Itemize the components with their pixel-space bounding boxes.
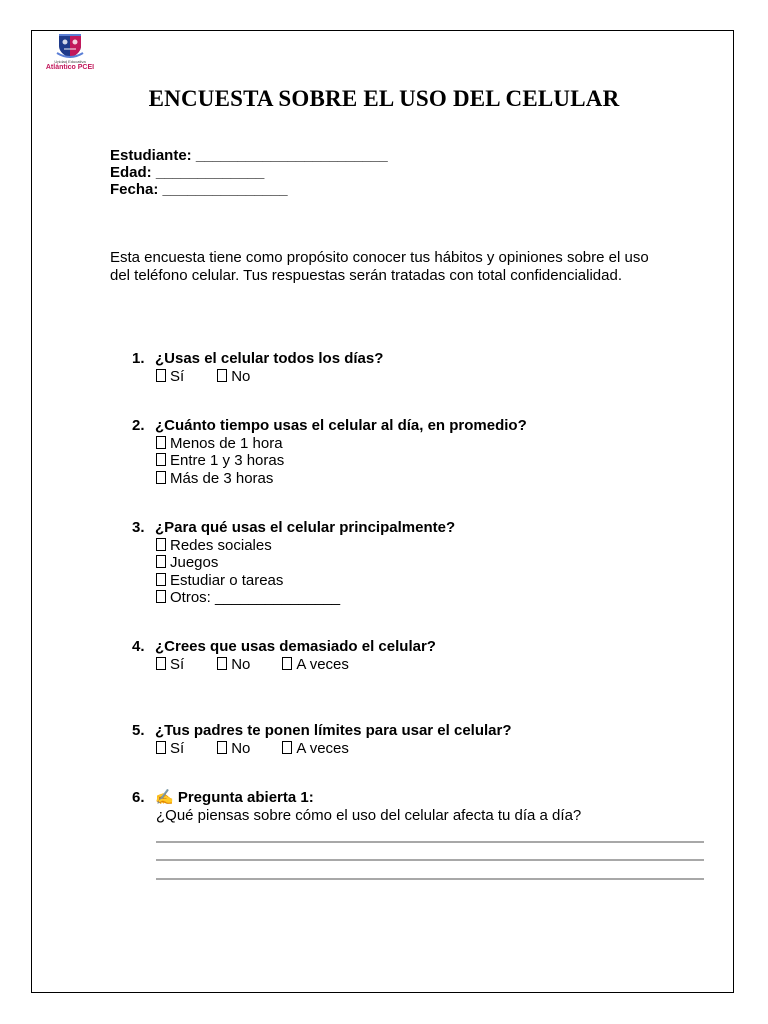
question-title: ¿Cuánto tiempo usas el celular al día, en promedio? (155, 417, 527, 434)
option-juegos[interactable]: Juegos (156, 554, 340, 572)
question-number: 3. (132, 519, 145, 536)
question-title: ¿Usas el celular todos los días? (155, 350, 384, 367)
option-a-veces[interactable]: A veces (282, 740, 349, 758)
answer-line-1[interactable] (156, 841, 704, 843)
option-menos-1-hora[interactable]: Menos de 1 hora (156, 435, 284, 453)
option-si[interactable]: Sí (156, 740, 184, 758)
checkbox-icon (282, 657, 292, 670)
question-title: ✍ Pregunta abierta 1: (155, 789, 314, 806)
logo-school-name: Atlántico PCEI (45, 64, 95, 71)
checkbox-icon (156, 741, 166, 754)
shield-icon (56, 33, 84, 59)
checkbox-icon (156, 369, 166, 382)
checkbox-icon (156, 657, 166, 670)
logo-caption: Unidad Educativa (54, 59, 86, 64)
option-si[interactable]: Sí (156, 656, 184, 674)
option-a-veces[interactable]: A veces (282, 656, 349, 674)
question-number: 1. (132, 350, 145, 367)
field-edad[interactable]: Edad: _____________ (110, 164, 265, 181)
field-estudiante[interactable]: Estudiante: _______________________ (110, 147, 388, 164)
question-title: ¿Tus padres te ponen límites para usar el celular? (155, 722, 512, 739)
option-redes-sociales[interactable]: Redes sociales (156, 537, 340, 555)
checkbox-icon (156, 436, 166, 449)
option-si[interactable]: Sí (156, 368, 184, 386)
page-title: ENCUESTA SOBRE EL USO DEL CELULAR (148, 86, 620, 111)
question-title: ¿Para qué usas el celular principalmente? (155, 519, 456, 536)
option-otros[interactable]: Otros: _______________ (156, 589, 340, 607)
question-number: 6. (132, 789, 145, 806)
intro-paragraph: Esta encuesta tiene como propósito conocer tus hábitos y opiniones sobre el uso del teléfono celular. Tus respuestas serán tratadas con total confidencialidad. (110, 249, 649, 284)
question-number: 4. (132, 638, 145, 655)
student-fields (110, 147, 388, 198)
checkbox-icon (156, 471, 166, 484)
checkbox-icon (156, 573, 166, 586)
answer-line-3[interactable] (156, 878, 704, 880)
checkbox-icon (217, 741, 227, 754)
option-estudiar[interactable]: Estudiar o tareas (156, 572, 340, 590)
question-subtitle: ¿Qué piensas sobre cómo el uso del celular afecta tu día a día? (156, 806, 582, 824)
question-number: 5. (132, 722, 145, 739)
option-no[interactable]: No (217, 656, 250, 674)
option-entre-1-y-3[interactable]: Entre 1 y 3 horas (156, 452, 284, 470)
checkbox-icon (156, 453, 166, 466)
question-title: ¿Crees que usas demasiado el celular? (155, 638, 436, 655)
checkbox-icon (156, 590, 166, 603)
field-fecha[interactable]: Fecha: _______________ (110, 181, 288, 198)
question-number: 2. (132, 417, 145, 434)
checkbox-icon (217, 657, 227, 670)
option-no[interactable]: No (217, 368, 250, 386)
option-no[interactable]: No (217, 740, 250, 758)
checkbox-icon (217, 369, 227, 382)
school-logo (44, 33, 96, 81)
checkbox-icon (156, 538, 166, 551)
checkbox-icon (282, 741, 292, 754)
answer-line-2[interactable] (156, 859, 704, 861)
checkbox-icon (156, 555, 166, 568)
option-mas-de-3[interactable]: Más de 3 horas (156, 470, 284, 488)
